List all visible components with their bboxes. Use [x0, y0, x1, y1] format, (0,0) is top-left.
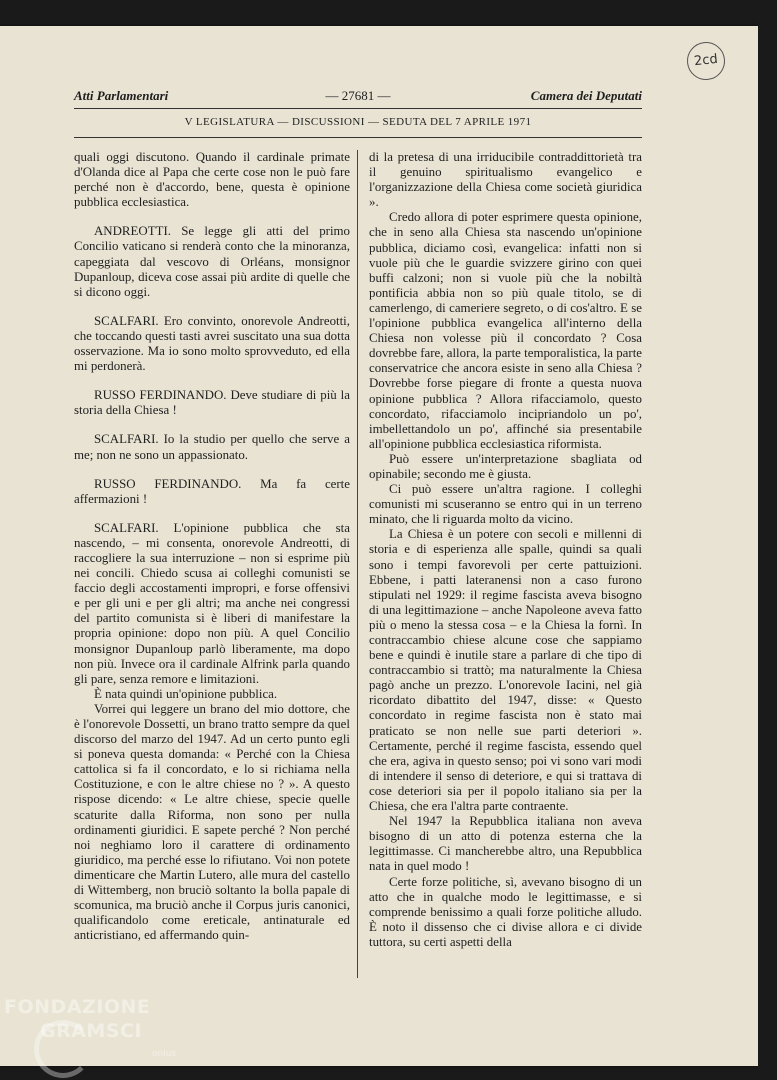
right-column: [369, 150, 642, 950]
paragraph: quali oggi discutono. Quando il cardinale primate d'Olanda dice al Papa che certe cose non le può fare perché non è d'accordo, bene, questa è opinione pubblica ecclesiastica.: [74, 150, 350, 210]
column-divider: [357, 150, 358, 978]
paragraph: di la pretesa di una irriducibile contraddittorietà tra il genuino spiritualismo evangelico e l'organizzazione della Chiesa come società giuridica ».: [369, 150, 642, 210]
paragraph: Ci può essere un'altra ragione. I colleghi comunisti mi scuseranno se entro qui in un terreno minato, che li riguarda molto da vicino.: [369, 482, 642, 527]
paragraph: Credo allora di poter esprimere questa opinione, che in seno alla Chiesa sta nascendo un'opinione pubblica, diciamo così, evangelica: infatti non si vuole più che le guardie svizzere girino con quei buffi calzoni; non si vuole più che la nobiltà pontificia abbia non so più quale titolo, se di camerlengo, di cameriere segreto, o di cos'altro. E se l'opinione pubblica evangelica all'interno della Chiesa non volesse più il concordato ? Cosa dovrebbe fare, allora, la parte temporalistica, la parte conservatrice che ancora esiste in seno alla Chiesa ? Dovrebbe forse piegare di fronte a questa nuova opinione pubblica ? Allora rifacciamolo, questo concordato, rifacciamolo incipriandolo un po', imbellettandolo un po', affinché sia presentabile all'opinione pubblica ecclesiastica riformista.: [369, 210, 642, 451]
left-column: [74, 150, 350, 943]
header-rule: [74, 108, 642, 109]
paragraph: Può essere un'interpretazione sbagliata od opinabile; secondo me è giusta.: [369, 451, 642, 481]
header-left: Atti Parlamentari: [74, 88, 169, 103]
subheader-rule: [74, 137, 642, 138]
session-subheader: V LEGISLATURA — DISCUSSIONI — SEDUTA DEL 7 APRILE 1971: [184, 116, 532, 128]
watermark-small: onlus: [152, 1049, 177, 1059]
watermark-line2: GRAMSCI: [40, 1020, 143, 1042]
paragraph: ANDREOTTI. Se legge gli atti del primo Concilio vaticano si renderà conto che la minoranza, capeggiata dal vescovo di Orléans, monsignor Dupanloup, diceva cose assai più ardite di quelle che si dicono oggi.: [74, 224, 350, 299]
header-right: Camera dei Deputati: [530, 88, 642, 103]
scan-border: [758, 0, 777, 1080]
paragraph: RUSSO FERDINANDO. Ma fa certe affermazioni !: [74, 476, 350, 506]
paragraph: Vorrei qui leggere un brano del mio dottore, che è l'onorevole Dossetti, un brano tratto sempre da quel discorso del marzo del 1947. Ad un certo punto egli si poneva questa domanda: « Perché con la Chiesa cattolica si fa il concordato, e lo si richiama nella Costituzione, e con le altre chiese no ? ». A questo rispose dicendo: « Le altre chiese, specie quelle scaturite dalla Riforma, non sono per nulla ordinamenti giuridici. E sapete perché ? Non perché noi neghiamo loro il carattere di ordinamento giuridico, ma perché esse lo rifiutano. Voi non potete dimenticare che Martin Lutero, alle mura del castello di Wittemberg, non bruciò soltanto la bolla papale di scomunica, ma bruciò anche il Corpus juris canonici, qualificandolo come ereticale, antinaturale ed anticristiano, ed affermando quin-: [74, 701, 350, 943]
paragraph: Certe forze politiche, sì, avevano bisogno di un atto che in qualche modo le legittimasse, e si comprende benissimo a quali forze politiche alludo. È noto il dissenso che ci divise allora e ci divide tuttora, su certi aspetti della: [369, 874, 642, 949]
paragraph: SCALFARI. L'opinione pubblica che sta nascendo, – mi consenta, onorevole Andreotti, di raccogliere la sua interruzione – non si esprime più nei concili. Chiedo scusa ai colleghi comunisti se faccio degli accostamenti impropri, e forse offensivi e per gli uni e per gli altri; ma anche nei congressi del partito comunista si è liberi di manifestare la propria opinione: dopo non più. A quel Concilio monsignor Dupanloup parlò liberamente, ma dopo non più. Invece ora il cardinale Alfrink parla quando gli pare, senza remore e limitazioni.: [74, 520, 350, 686]
paragraph: RUSSO FERDINANDO. Deve studiare di più la storia della Chiesa !: [74, 388, 350, 418]
paragraph: Nel 1947 la Repubblica italiana non aveva bisogno di un atto di potenza esterna che la legittimasse. Ci mancherebbe altro, una Repubblica nata in quel modo !: [369, 814, 642, 874]
page-header: [74, 88, 642, 106]
paragraph: La Chiesa è un potere con secoli e millenni di storia e di esperienza alle spalle, quindi sa quali sono i tempi favorevoli per certe pattuizioni. Ebbene, i patti lateranensi non a caso furono stipulati nel 1929: il regime fascista aveva bisogno di una legittimazione – anche Napoleone aveva fatto più o meno la stessa cosa – e la Chiesa la fornì. In contraccambio chiese alcune cose che sappiamo bene e quindi è inutile stare a parlare di che tipo di contraccambio si trattò; ma naturalmente la Chiesa pagò anche un prezzo. L'onorevole Iacini, nel già ricordato dibattito del 1947, disse: « Questo concordato in regime fascista non è stato mai praticato se non nelle sue parti deteriori ». Certamente, perché il regime fascista, essendo quel che era, agiva in questo senso; poi vi sono vari modi di intendere il senso di deteriore, e qui si trattava di cose deteriori sia per il popolo italiano sia per la Chiesa, che era l'altra parte contraente.: [369, 527, 642, 814]
handwritten-page-number: 2cd: [685, 40, 727, 82]
paragraph: SCALFARI. Ero convinto, onorevole Andreotti, che toccando questi tasti avrei suscitato una sua dotta osservazione. Ma io sono molto sprovveduto, ed ella mi perdonerà.: [74, 313, 350, 374]
watermark-line1: FONDAZIONE: [4, 996, 151, 1018]
page-number: — 27681 —: [325, 88, 391, 103]
paragraph: È nata quindi un'opinione pubblica.: [94, 686, 278, 701]
paragraph: SCALFARI. Io la studio per quello che serve a me; non ne sono un appassionato.: [74, 432, 350, 462]
